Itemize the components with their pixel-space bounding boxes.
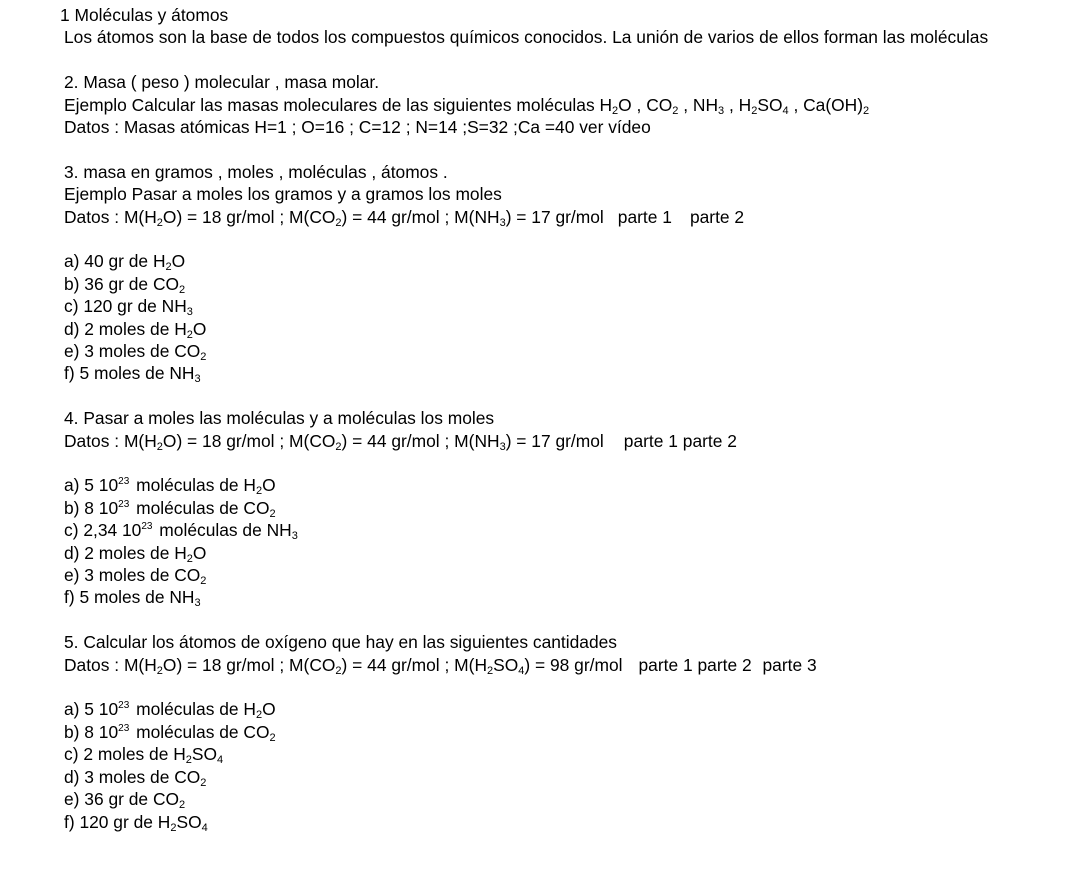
formula-h2o xyxy=(243,475,276,498)
list-item xyxy=(64,497,1064,519)
mass-prefix: M( xyxy=(289,206,310,227)
formula-part: CO xyxy=(174,766,201,787)
list-item xyxy=(64,564,1064,586)
list-item xyxy=(64,743,1064,765)
section-2-datos: Datos : Masas atómicas H=1 ; O=16 ; C=12 ; N=14 ;S=32 ;Ca =40 ver vídeo xyxy=(64,117,651,138)
formula-part: CO xyxy=(152,273,180,294)
item-coefficient: c) 2,34 10 xyxy=(64,520,142,541)
formula-nh3 xyxy=(474,431,505,451)
formula-h2so4 xyxy=(739,95,789,115)
section-4-part-1-link[interactable]: parte 1 xyxy=(623,430,678,451)
formula-subscript: 2 xyxy=(156,216,163,229)
formula-h2o xyxy=(243,699,276,722)
spacer xyxy=(64,452,1064,474)
spacer xyxy=(64,609,1064,631)
mass-nh3-value: ) = 17 gr/mol xyxy=(505,430,604,451)
list-item xyxy=(64,318,1064,340)
mass-prefix: M( xyxy=(454,654,475,675)
formula-subscript: 2 xyxy=(269,731,276,744)
formula-subscript: 2 xyxy=(335,216,342,229)
item-label: b) 36 gr de xyxy=(64,273,153,294)
formula-subscript: 3 xyxy=(194,373,201,386)
formula-part: O xyxy=(192,542,207,563)
mass-prefix: M( xyxy=(123,430,145,451)
formula-subscript: 2 xyxy=(269,507,276,520)
formula-co2 xyxy=(174,767,206,787)
formula-part: H xyxy=(174,318,187,339)
list-item xyxy=(64,250,1064,272)
formula-part: NH xyxy=(692,94,719,115)
formula-subscript: 2 xyxy=(165,261,172,274)
section-5-datos xyxy=(64,654,1064,676)
formula-part: CO xyxy=(309,654,336,675)
formula-h2o xyxy=(174,319,206,339)
formula-subscript: 2 xyxy=(200,351,207,364)
section-3-datos xyxy=(64,206,1064,228)
formula-subscript: 2 xyxy=(863,104,870,117)
formula-part: SO xyxy=(191,744,218,765)
formula-subscript: 2 xyxy=(186,328,193,341)
item-coefficient: a) 5 10 xyxy=(64,699,119,720)
datos-label: Datos : xyxy=(64,206,124,227)
list-item xyxy=(64,811,1064,833)
formula-part: H xyxy=(152,251,166,272)
list-item xyxy=(64,721,1064,743)
section-3-part-1-link[interactable]: parte 1 xyxy=(617,206,672,227)
formula-part: H xyxy=(144,430,157,451)
formula-part: O xyxy=(171,251,186,272)
item-label: f) 5 moles de xyxy=(64,587,170,608)
list-item xyxy=(64,766,1064,788)
formula-h2o xyxy=(599,95,631,115)
formula-h2o xyxy=(144,431,176,451)
item-label: d) 2 moles de xyxy=(64,542,175,563)
section-2-example xyxy=(64,94,1064,116)
separator: , xyxy=(724,94,739,115)
formula-subscript: 2 xyxy=(612,104,619,117)
item-label: moléculas de xyxy=(131,497,244,518)
section-3-part-2-link[interactable]: parte 2 xyxy=(689,206,745,227)
spacer xyxy=(64,228,1064,250)
item-label: d) 3 moles de xyxy=(64,766,175,787)
formula-part: H xyxy=(144,654,157,675)
formula-subscript: 3 xyxy=(499,440,506,453)
item-label: c) 120 gr de xyxy=(64,296,162,317)
list-item xyxy=(64,542,1064,564)
formula-subscript: 2 xyxy=(186,552,193,565)
formula-co2 xyxy=(243,722,275,742)
example-text: Ejemplo Calcular las masas moleculares de las siguientes moléculas xyxy=(64,94,600,115)
list-item xyxy=(64,295,1064,317)
formula-part: O xyxy=(162,654,177,675)
item-label: moléculas de xyxy=(154,520,267,541)
spacer xyxy=(64,49,1064,71)
formula-part: CO xyxy=(646,94,673,115)
formula-part: O xyxy=(262,699,276,720)
formula-part: NH xyxy=(169,587,195,608)
formula-co2 xyxy=(174,565,207,588)
formula-subscript: 2 xyxy=(179,283,186,296)
formula-co2 xyxy=(309,431,341,451)
document xyxy=(60,4,1064,834)
item-label: moléculas de xyxy=(131,475,244,496)
spacer xyxy=(64,676,1064,698)
formula-part: H xyxy=(157,811,171,832)
item-label: d) 2 moles de xyxy=(64,318,175,339)
mass-prefix: M( xyxy=(123,206,145,227)
formula-nh3 xyxy=(474,207,505,227)
formula-nh3 xyxy=(161,296,193,319)
mass-prefix: M( xyxy=(123,654,145,675)
formula-subscript: 3 xyxy=(194,597,201,610)
section-1-text: Los átomos son la base de todos los compuestos químicos conocidos. La unión de varios de ellos forman las moléculas xyxy=(64,27,989,48)
item-coefficient: b) 8 10 xyxy=(64,497,119,518)
formula-part: SO xyxy=(757,94,783,115)
section-3-example: Ejemplo Pasar a moles los gramos y a gramos los moles xyxy=(64,184,502,205)
spacer xyxy=(64,138,1064,160)
item-label: c) 2 moles de xyxy=(64,744,174,765)
formula-co2 xyxy=(309,207,341,227)
section-1-title: 1 Moléculas y átomos xyxy=(60,5,229,25)
item-exponent: 23 xyxy=(141,521,153,533)
mass-h2o-value: ) = 18 gr/mol ; xyxy=(176,654,290,675)
item-exponent: 23 xyxy=(118,498,130,510)
datos-label: Datos : xyxy=(64,430,124,451)
item-label: e) 3 moles de xyxy=(64,341,175,362)
formula-subscript: 2 xyxy=(200,575,207,588)
formula-part: H xyxy=(243,475,256,496)
formula-subscript: 4 xyxy=(782,104,789,117)
formula-nh3 xyxy=(266,520,298,543)
formula-co2 xyxy=(243,498,275,518)
formula-part: NH xyxy=(474,430,500,451)
item-label: e) 36 gr de xyxy=(64,789,153,810)
formula-part: SO xyxy=(493,654,519,675)
mass-prefix: M( xyxy=(454,430,475,451)
formula-subscript: 2 xyxy=(672,104,679,117)
formula-h2o xyxy=(174,543,206,563)
item-label: f) 5 moles de xyxy=(64,363,170,384)
formula-part: H xyxy=(738,94,752,115)
section-5-part-2-link[interactable]: parte 2 xyxy=(697,654,752,675)
formula-part: NH xyxy=(266,520,292,541)
formula-co2 xyxy=(152,789,186,812)
formula-subscript: 2 xyxy=(200,776,207,789)
formula-part: CO xyxy=(243,721,270,742)
formula-subscript: 2 xyxy=(185,754,192,767)
formula-co2 xyxy=(153,274,185,294)
formula-part: H xyxy=(243,699,256,720)
formula-part: CO xyxy=(243,497,270,518)
formula-part: H xyxy=(144,206,157,227)
formula-part: O xyxy=(162,430,177,451)
formula-part: CO xyxy=(309,430,336,451)
mass-nh3-value: ) = 17 gr/mol xyxy=(505,206,604,227)
formula-subscript: 4 xyxy=(217,754,224,767)
item-exponent: 23 xyxy=(118,700,130,712)
list-item xyxy=(64,362,1064,384)
formula-part: NH xyxy=(169,363,195,384)
item-coefficient: a) 5 10 xyxy=(64,475,119,496)
section-3-title: 3. masa en gramos , moles , moléculas , átomos . xyxy=(64,161,448,182)
formula-co2 xyxy=(646,95,678,115)
formula-part: H xyxy=(599,94,613,115)
formula-part: O xyxy=(162,206,177,227)
mass-h2so4-value: ) = 98 gr/mol xyxy=(524,654,623,675)
formula-part: O xyxy=(262,475,276,496)
item-label: e) 3 moles de xyxy=(64,565,175,586)
formula-subscript: 2 xyxy=(255,709,263,722)
section-5-title: 5. Calcular los átomos de oxígeno que hay en las siguientes cantidades xyxy=(64,632,617,653)
item-label: f) 120 gr de xyxy=(64,811,158,832)
mass-prefix: M( xyxy=(289,654,310,675)
formula-part: CO xyxy=(152,789,180,810)
list-item xyxy=(64,519,1064,541)
item-coefficient: b) 8 10 xyxy=(64,721,119,742)
formula-part: NH xyxy=(474,206,500,227)
formula-caoh2 xyxy=(803,95,869,115)
formula-part: H xyxy=(173,744,186,765)
formula-part: Ca(OH) xyxy=(803,94,864,115)
item-exponent: 23 xyxy=(118,476,130,488)
formula-subscript: 3 xyxy=(291,530,298,543)
formula-nh3 xyxy=(169,363,201,386)
formula-h2so4 xyxy=(173,744,224,767)
formula-subscript: 4 xyxy=(518,664,525,677)
formula-subscript: 2 xyxy=(751,104,758,117)
separator: , xyxy=(788,94,804,115)
mass-h2o-value: ) = 18 gr/mol ; xyxy=(176,206,290,227)
item-label: moléculas de xyxy=(131,721,244,742)
list-item xyxy=(64,788,1064,810)
formula-h2so4 xyxy=(158,812,208,832)
item-label: moléculas de xyxy=(131,699,244,720)
list-item xyxy=(64,474,1064,496)
formula-part: SO xyxy=(176,811,202,832)
formula-subscript: 2 xyxy=(156,664,163,677)
section-4-title: 4. Pasar a moles las moléculas y a moléculas los moles xyxy=(64,408,495,429)
formula-part: CO xyxy=(174,565,201,586)
list-item xyxy=(64,273,1064,295)
formula-subscript: 3 xyxy=(499,216,506,229)
formula-part: H xyxy=(474,654,487,675)
list-item xyxy=(64,340,1064,362)
mass-prefix: M( xyxy=(289,430,310,451)
mass-co2-value: ) = 44 gr/mol ; xyxy=(341,206,455,227)
section-4-datos xyxy=(64,430,1064,452)
formula-subscript: 2 xyxy=(335,440,342,453)
formula-part: H xyxy=(174,542,187,563)
formula-co2 xyxy=(174,341,207,364)
formula-part: CO xyxy=(174,341,201,362)
spacer xyxy=(64,385,1064,407)
formula-subscript: 4 xyxy=(201,821,208,834)
mass-h2o-value: ) = 18 gr/mol ; xyxy=(176,430,290,451)
formula-subscript: 2 xyxy=(255,485,263,498)
section-2-title: 2. Masa ( peso ) molecular , masa molar. xyxy=(64,72,380,93)
mass-co2-value: ) = 44 gr/mol ; xyxy=(341,430,455,451)
formula-h2o xyxy=(144,207,176,227)
list-item xyxy=(64,698,1064,720)
item-exponent: 23 xyxy=(118,722,130,734)
formula-co2 xyxy=(309,655,341,675)
formula-part: O xyxy=(618,94,632,115)
formula-subscript: 3 xyxy=(186,306,193,319)
section-5-part-1-link[interactable]: parte 1 xyxy=(638,654,693,675)
separator: , xyxy=(631,94,647,115)
formula-subscript: 2 xyxy=(179,799,186,812)
list-item xyxy=(64,586,1064,608)
formula-nh3 xyxy=(693,95,724,115)
separator: , xyxy=(678,94,693,115)
formula-part: O xyxy=(192,318,207,339)
formula-subscript: 2 xyxy=(335,664,342,677)
formula-part: NH xyxy=(161,296,187,317)
formula-h2o xyxy=(144,655,176,675)
datos-label: Datos : xyxy=(64,654,124,675)
formula-h2so4 xyxy=(474,655,524,675)
mass-prefix: M( xyxy=(454,206,475,227)
formula-subscript: 3 xyxy=(718,104,725,117)
formula-subscript: 2 xyxy=(170,821,177,834)
formula-subscript: 2 xyxy=(487,664,494,677)
section-4-part-2-link[interactable]: parte 2 xyxy=(682,430,737,451)
section-5-part-3-link[interactable]: parte 3 xyxy=(762,654,817,675)
mass-co2-value: ) = 44 gr/mol ; xyxy=(341,654,455,675)
formula-h2o xyxy=(152,251,186,274)
formula-nh3 xyxy=(169,587,201,610)
formula-part: CO xyxy=(309,206,336,227)
item-label: a) 40 gr de xyxy=(64,251,153,272)
formula-subscript: 2 xyxy=(156,440,163,453)
